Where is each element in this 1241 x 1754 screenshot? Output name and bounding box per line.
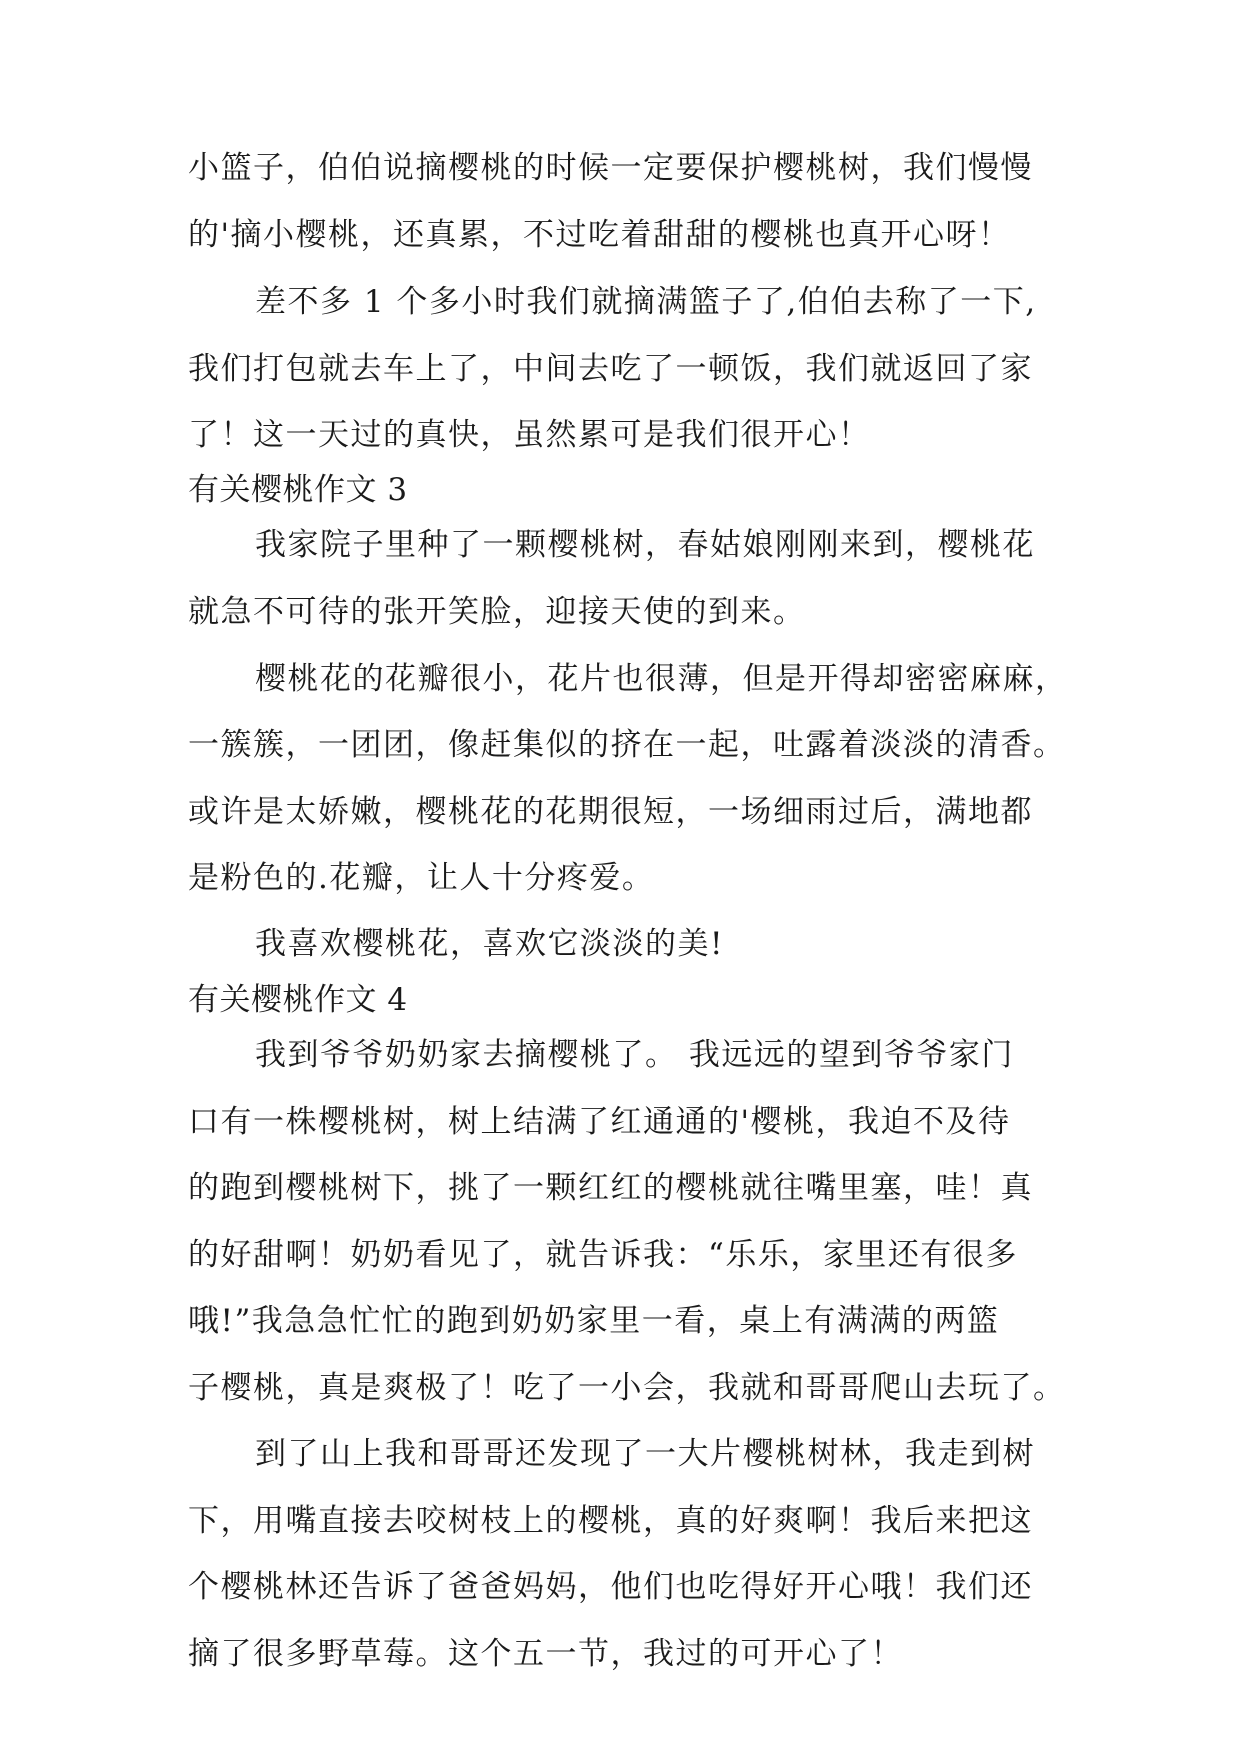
text-line: 了！这一天过的真快，虽然累可是我们很开心！ bbox=[188, 417, 871, 453]
paragraph-first-line: 到了山上我和哥哥还发现了一大片樱桃树林，我走到树 bbox=[255, 1436, 1035, 1472]
text-line: 一簇簇，一团团，像赶集似的挤在一起，吐露着淡淡的清香。 bbox=[188, 727, 1066, 763]
paragraph-first-line: 我家院子里种了一颗樱桃树，春姑娘刚刚来到，樱桃花 bbox=[255, 527, 1035, 563]
text-line: 的跑到樱桃树下，挑了一颗红红的樱桃就往嘴里塞，哇！真 bbox=[188, 1170, 1033, 1206]
text-line: 摘了很多野草莓。这个五一节，我过的可开心了！ bbox=[188, 1636, 903, 1672]
text-line: 口有一株樱桃树，树上结满了红通通的'樱桃，我迫不及待 bbox=[188, 1104, 1011, 1140]
paragraph-first-line: 我到爷爷奶奶家去摘樱桃了。 我远远的望到爷爷家门 bbox=[255, 1037, 1014, 1073]
text-line: 是粉色的.花瓣，让人十分疼爱。 bbox=[188, 860, 655, 896]
text-line: 或许是太娇嫩，樱桃花的花期很短，一场细雨过后，满地都 bbox=[188, 794, 1033, 830]
text-line: 小篮子，伯伯说摘樱桃的时候一定要保护樱桃树，我们慢慢 bbox=[188, 150, 1033, 186]
paragraph-first-line: 樱桃花的花瓣很小，花片也很薄，但是开得却密密麻麻， bbox=[255, 661, 1068, 697]
section-heading: 有关樱桃作文 4 bbox=[188, 982, 408, 1018]
paragraph-first-line: 我喜欢樱桃花，喜欢它淡淡的美! bbox=[255, 926, 724, 962]
text-line: 哦!”我急急忙忙的跑到奶奶家里一看，桌上有满满的两篮 bbox=[188, 1303, 1000, 1339]
text-line: 就急不可待的张开笑脸，迎接天使的到来。 bbox=[188, 594, 806, 630]
text-line: 下，用嘴直接去咬树枝上的樱桃，真的好爽啊！我后来把这 bbox=[188, 1503, 1033, 1539]
text-line: 个樱桃林还告诉了爸爸妈妈，他们也吃得好开心哦！我们还 bbox=[188, 1569, 1033, 1605]
text-line: 的'摘小樱桃，还真累，不过吃着甜甜的樱桃也真开心呀！ bbox=[188, 217, 1011, 253]
text-line: 我们打包就去车上了，中间去吃了一顿饭，我们就返回了家 bbox=[188, 351, 1033, 387]
section-heading: 有关樱桃作文 3 bbox=[188, 472, 408, 508]
text-line: 子樱桃，真是爽极了！吃了一小会，我就和哥哥爬山去玩了。 bbox=[188, 1370, 1066, 1406]
paragraph-first-line: 差不多 1 个多小时我们就摘满篮子了,伯伯去称了一下, bbox=[255, 284, 1037, 320]
text-line: 的好甜啊！奶奶看见了，就告诉我：“乐乐，家里还有很多 bbox=[188, 1237, 1018, 1273]
